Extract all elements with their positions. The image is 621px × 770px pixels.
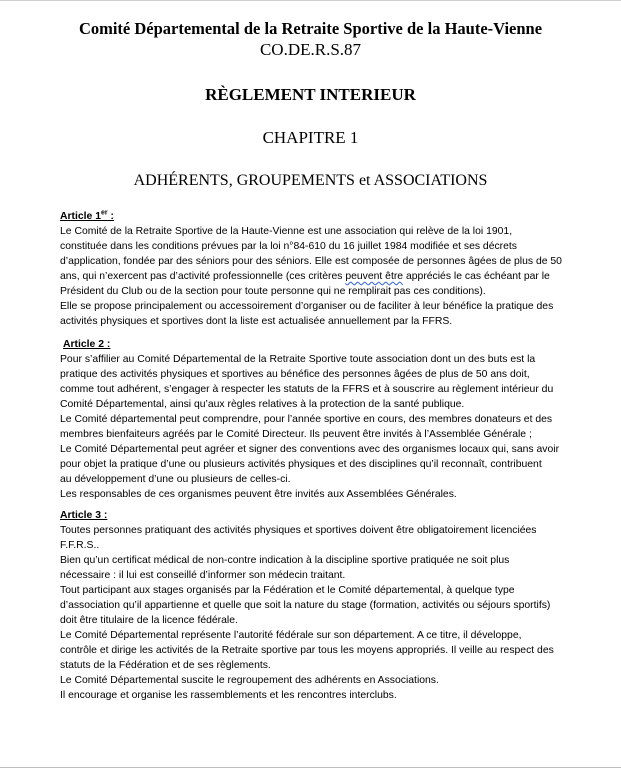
paragraph-line: contrôle et dirige les activités de la Retraite sportive par tous les moyens appropriés. Il veille au respect des bbox=[60, 645, 554, 656]
paragraph-line: nécessaire : il lui est conseillé d’informer son médecin traitant. bbox=[60, 570, 346, 581]
article-1-title: Article 1er : bbox=[60, 209, 114, 222]
paragraph-line: d’application, fondée par des séniors pour des séniors. Elle est composée de personnes âgées de plus de 50 bbox=[60, 256, 562, 267]
paragraph-line: Le Comité Départemental peut agréer et signer des conventions avec des organismes locaux qui, sans avoir bbox=[60, 444, 560, 455]
paragraph-line: ans, qui n’exercent pas d’activité professionnelle (ces critères peuvent être appréciés le cas échéant par le bbox=[60, 271, 550, 282]
organization-name: Comité Départemental de la Retraite Sportive de la Haute-Vienne bbox=[78, 19, 543, 38]
chapter-heading: CHAPITRE 1 bbox=[262, 128, 359, 147]
bottom-border bbox=[0, 767, 621, 768]
article-2 bbox=[60, 337, 580, 502]
paragraph-line: F.F.R.S.. bbox=[60, 540, 100, 551]
paragraph-line: Il encourage et organise les rassemblements et les rencontres interclubs. bbox=[60, 690, 397, 701]
paragraph-line: pour objet la pratique d’une ou plusieurs activités physiques et des disciplines qu’il reconnaît, contribuent bbox=[60, 459, 542, 470]
organization-code: CO.DE.R.S.87 bbox=[259, 40, 362, 59]
paragraph-line: constituée dans les conditions prévues par la loi n°84-610 du 16 juillet 1984 modifiée et ses décrets bbox=[60, 241, 518, 252]
chapter-subtitle: ADHÉRENTS, GROUPEMENTS et ASSOCIATIONS bbox=[133, 172, 488, 189]
paragraph-line: Bien qu’un certificat médical de non-contre indication à la discipline sportive pratiquée ne soit plus bbox=[60, 555, 510, 566]
article-3-title: Article 3 : bbox=[60, 510, 108, 521]
article-1 bbox=[60, 209, 580, 329]
paragraph-line: Toutes personnes pratiquant des activités physiques et sportives doivent être obligatoirement licenciées bbox=[60, 525, 537, 536]
paragraph-line: Le Comité Départemental représente l’autorité fédérale sur son département. A ce titre, il développe, bbox=[60, 630, 522, 641]
paragraph-line: comme tout adhérent, s’engager à respecter les statuts de la FFRS et à souscrire au règlement intérieur du bbox=[60, 384, 554, 395]
article-2-title: Article 2 : bbox=[63, 339, 111, 350]
paragraph-line: Le Comité de la Retraite Sportive de la Haute-Vienne est une association qui relève de la loi 1901, bbox=[60, 226, 513, 237]
top-border bbox=[0, 0, 621, 1]
paragraph-line: Le Comité départemental peut comprendre, pour l’année sportive en cours, des membres donateurs et des bbox=[60, 414, 553, 425]
paragraph-line: membres bienfaiteurs agréés par le Comité Directeur. Ils peuvent être invités à l’Assemblée Générale ; bbox=[60, 429, 532, 440]
paragraph-line: Président du Club ou de la section pour toute personne qui ne remplirait pas ces conditions). bbox=[60, 286, 486, 297]
paragraph-line: d’association qu’il appartienne et quelle que soit la nature du stage (formation, activités ou séjours sportifs) bbox=[60, 600, 551, 611]
paragraph-line: au développement d’une ou plusieurs de celles-ci. bbox=[60, 474, 291, 485]
paragraph-line: statuts de la Fédération et de ses règlements. bbox=[60, 660, 271, 671]
paragraph-line: Le Comité Départemental suscite le regroupement des adhérents en Associations. bbox=[60, 675, 439, 686]
document-title: RÈGLEMENT INTERIEUR bbox=[205, 85, 416, 104]
paragraph-line: doit être titulaire de la licence fédérale. bbox=[60, 615, 238, 626]
paragraph-line: Comité Départemental, ainsi qu’aux règles relatives à la protection de la santé publique. bbox=[60, 399, 465, 410]
paragraph-line: Tout participant aux stages organisés par la Fédération et le Comité départemental, à quelque type bbox=[60, 585, 515, 596]
paragraph-line: pratique des activités physiques et sportives au bénéfice des personnes âgées de plus de 50 ans doit, bbox=[60, 369, 530, 380]
paragraph-line: Les responsables de ces organismes peuvent être invités aux Assemblées Générales. bbox=[60, 489, 457, 500]
paragraph-line: activités physiques et sportives dont la liste est actualisée annuellement par la FFRS. bbox=[60, 316, 453, 327]
spellcheck-marked-text: peuvent être bbox=[345, 271, 404, 282]
paragraph-line: Elle se propose principalement ou accessoirement d’organiser ou de faciliter à leur bénéfice la pratique des bbox=[60, 301, 554, 312]
paragraph-line: Pour s’affilier au Comité Départemental de la Retraite Sportive toute association dont un des buts est la bbox=[60, 354, 536, 365]
article-3 bbox=[60, 508, 580, 703]
